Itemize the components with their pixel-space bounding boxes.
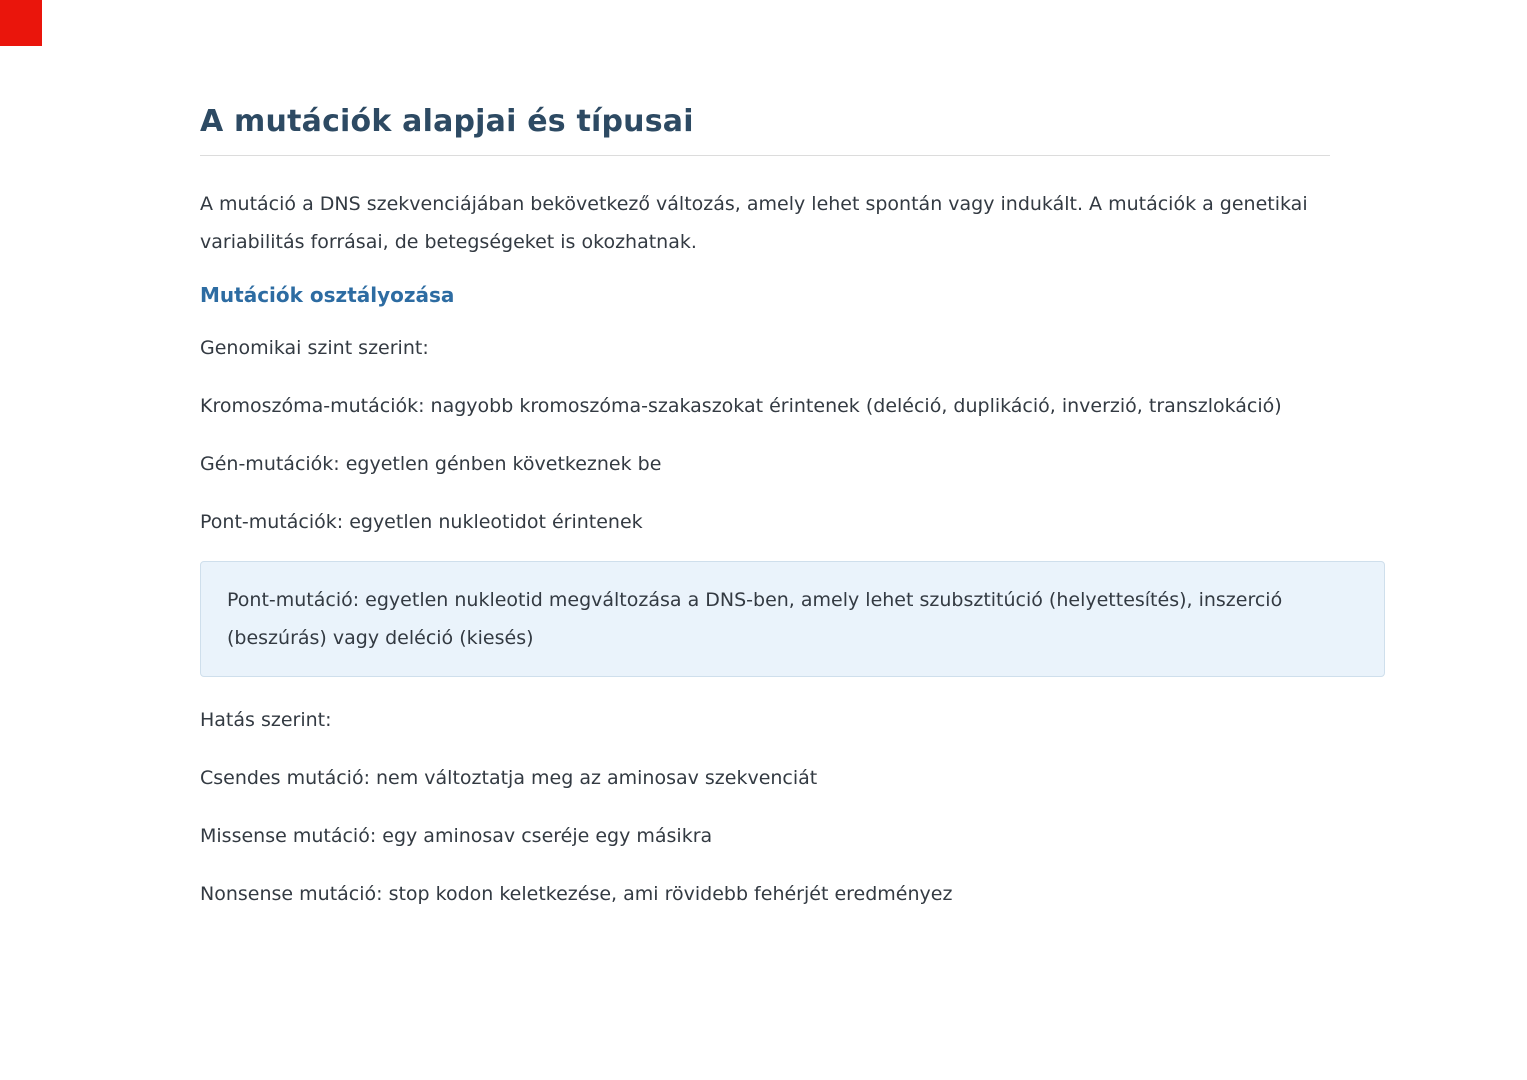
title-divider bbox=[200, 155, 1330, 156]
paragraph-genomic-level: Genomikai szint szerint: bbox=[200, 336, 429, 359]
paragraph-silent-mutation: Csendes mutáció: nem változtatja meg az aminosav szekvenciát bbox=[200, 766, 818, 789]
callout-box bbox=[200, 561, 1385, 677]
red-corner-marker bbox=[0, 0, 42, 46]
paragraph-effect-level: Hatás szerint: bbox=[200, 708, 332, 731]
paragraph-point-mutations: Pont-mutációk: egyetlen nukleotidot érintenek bbox=[200, 510, 643, 533]
page-title: A mutációk alapjai és típusai bbox=[200, 104, 694, 139]
paragraph-nonsense-mutation: Nonsense mutáció: stop kodon keletkezése, ami rövidebb fehérjét eredményez bbox=[200, 882, 953, 905]
paragraph-missense-mutation: Missense mutáció: egy aminosav cseréje egy másikra bbox=[200, 824, 713, 847]
intro-paragraph: A mutáció a DNS szekvenciájában bekövetkező változás, amely lehet spontán vagy indukált. A mutációk a genetikai variabilitás forrásai, de betegségeket is okozhatnak. bbox=[200, 192, 1308, 253]
callout-text: Pont-mutáció: egyetlen nukleotid megváltozása a DNS-ben, amely lehet szubsztitúció (helyettesítés), inszerció (beszúrás) vagy deléció (kiesés) bbox=[227, 588, 1283, 649]
document-content bbox=[200, 103, 1385, 933]
paragraph-gene-mutations: Gén-mutációk: egyetlen génben következnek be bbox=[200, 452, 662, 475]
paragraph-chromosome-mutations: Kromoszóma-mutációk: nagyobb kromoszóma-szakaszokat érintenek (deléció, duplikáció, inverzió, transzlokáció) bbox=[200, 394, 1282, 417]
section-heading-classification: Mutációk osztályozása bbox=[200, 282, 455, 307]
